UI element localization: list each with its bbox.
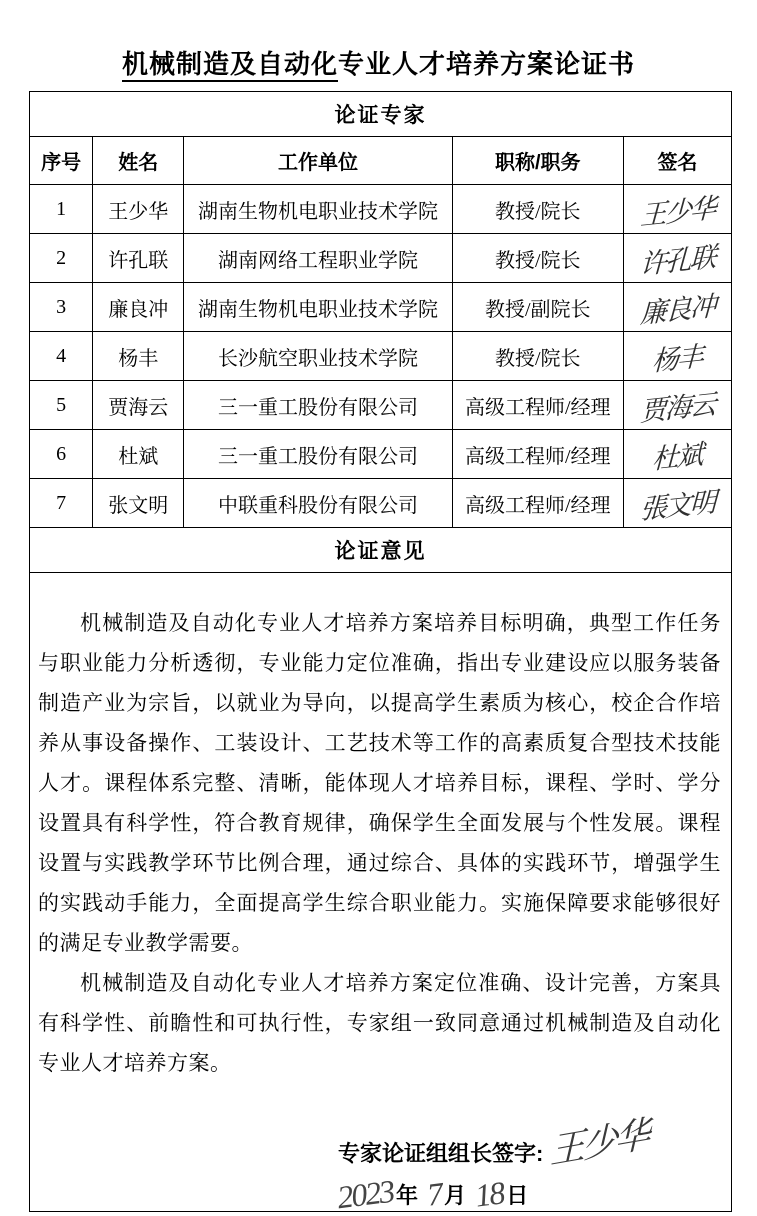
opinion-paragraph: 机械制造及自动化专业人才培养方案培养目标明确，典型工作任务与职业能力分析透彻，专业能力定位准确，指出专业建设应以服务装备制造产业为宗旨，以就业为导向，以提高学生素质为核心，校企合作培养从事设备操作、工装设计、工艺技术等工作的高素质复合型技术技能人才。课程体系完整、清晰，能体现人才培养目标，课程、学时、学分设置具有科学性，符合教育规律，确保学生全面发展与个性发展。课程设置与实践教学环节比例合理，通过综合、具体的实践环节，增强学生的实践动手能力，全面提高学生综合职业能力。实施保障要求能够很好的满足专业教学需要。: [38, 611, 721, 955]
cell-org: 湖南网络工程职业学院: [184, 234, 452, 283]
cell-serial: 1: [30, 185, 93, 234]
date-line: [334, 1172, 721, 1216]
cell-org: 三一重工股份有限公司: [184, 430, 452, 479]
table-row: [30, 332, 732, 381]
cell-name: 贾海云: [93, 381, 184, 430]
cell-name: 杜斌: [93, 430, 184, 479]
opinion-cell: [30, 573, 732, 1216]
cell-org: 湖南生物机电职业技术学院: [184, 185, 452, 234]
cell-title: 高级工程师/经理: [452, 430, 623, 479]
cell-title: 高级工程师/经理: [452, 381, 623, 430]
column-header-title: 职称/职务: [452, 137, 623, 185]
table-row: [30, 283, 732, 332]
cell-signature: [623, 430, 731, 479]
title-rest-text: 专业人才培养方案论证书: [338, 49, 636, 79]
handwritten-day: 18: [473, 1174, 506, 1214]
cell-name: 王少华: [93, 185, 184, 234]
year-suffix: 年: [396, 1183, 419, 1208]
column-header-no: 序号: [30, 137, 93, 185]
signature-scrawl: 張文明: [639, 486, 716, 525]
day-suffix: 日: [506, 1183, 529, 1208]
cell-name: 廉良冲: [93, 283, 184, 332]
column-header-signature: 签名: [623, 137, 731, 185]
leader-signature-scrawl: 王少华: [550, 1114, 648, 1172]
opinion-section-header: 论证意见: [30, 528, 732, 573]
cell-title: 教授/院长: [452, 332, 623, 381]
experts-section-header: 论证专家: [30, 92, 732, 137]
cell-name: 许孔联: [93, 234, 184, 283]
signature-scrawl: 杨丰: [651, 340, 703, 377]
signature-scrawl: 许孔联: [639, 241, 716, 280]
handwritten-month: 7: [425, 1175, 444, 1213]
cell-signature: [623, 283, 731, 332]
cell-org: 湖南生物机电职业技术学院: [184, 283, 452, 332]
column-header-row: [30, 137, 732, 185]
cell-signature: [623, 332, 731, 381]
handwritten-year: 2023: [335, 1172, 396, 1216]
opinion-section-header-row: [30, 528, 732, 573]
cell-org: 中联重科股份有限公司: [184, 479, 452, 528]
cell-title: 教授/副院长: [452, 283, 623, 332]
table-row: [30, 234, 732, 283]
signature-scrawl: 杜斌: [651, 438, 703, 475]
signature-scrawl: 廉良冲: [639, 290, 716, 329]
table-row: [30, 430, 732, 479]
experts-section-header-row: [30, 92, 732, 137]
cell-serial: 6: [30, 430, 93, 479]
table-row: [30, 185, 732, 234]
cell-serial: 4: [30, 332, 93, 381]
cell-name: 张文明: [93, 479, 184, 528]
signature-scrawl: 王少华: [639, 192, 716, 231]
cell-signature: [623, 234, 731, 283]
cell-signature: [623, 185, 731, 234]
cell-title: 教授/院长: [452, 185, 623, 234]
cell-serial: 2: [30, 234, 93, 283]
signoff-label: 专家论证组组长签字:: [338, 1141, 544, 1166]
table-row: [30, 381, 732, 430]
experts-table: [29, 91, 732, 1216]
cell-signature: [623, 381, 731, 430]
title-underlined-text: 机械制造及自动化: [122, 49, 338, 82]
cell-title: 高级工程师/经理: [452, 479, 623, 528]
column-header-org: 工作单位: [184, 137, 452, 185]
cell-title: 教授/院长: [452, 234, 623, 283]
cell-serial: 3: [30, 283, 93, 332]
document-title: [0, 0, 757, 81]
cell-signature: [623, 479, 731, 528]
cell-name: 杨丰: [93, 332, 184, 381]
cell-serial: 7: [30, 479, 93, 528]
column-header-name: 姓名: [93, 137, 184, 185]
cell-org: 三一重工股份有限公司: [184, 381, 452, 430]
opinion-paragraph: 机械制造及自动化专业人才培养方案定位准确、设计完善，方案具有科学性、前瞻性和可执行性，专家组一致同意通过机械制造及自动化专业人才培养方案。: [38, 971, 721, 1075]
cell-serial: 5: [30, 381, 93, 430]
signoff-line: [338, 1114, 721, 1172]
cell-org: 长沙航空职业技术学院: [184, 332, 452, 381]
table-row: [30, 479, 732, 528]
signature-scrawl: 贾海云: [639, 388, 716, 427]
opinion-row: [30, 573, 732, 1212]
month-suffix: 月: [444, 1183, 467, 1208]
